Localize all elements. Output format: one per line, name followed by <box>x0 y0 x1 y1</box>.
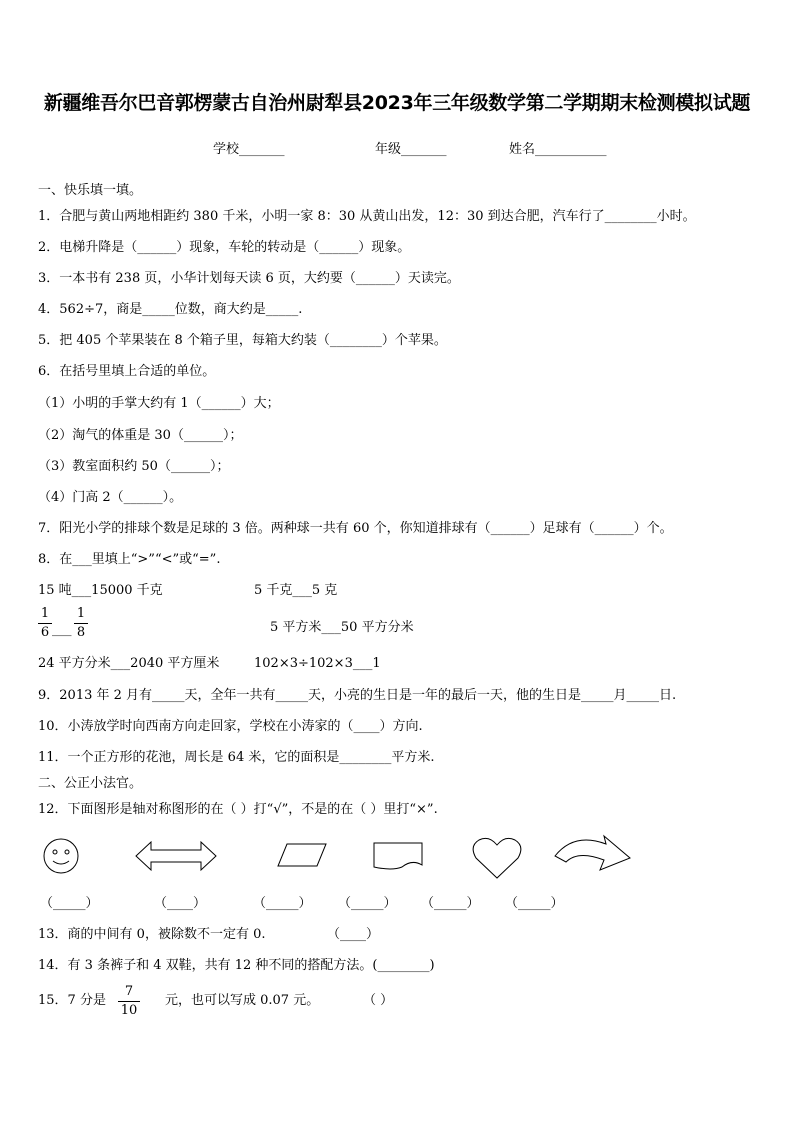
question-4: 4．562÷7，商是_____位数，商大约是_____. <box>38 302 303 317</box>
question-15-suffix: 元，也可以写成 0.07 元。 <box>165 993 320 1008</box>
question-8-a: 15 吨___15000 千克 <box>38 583 163 598</box>
question-11: 11．一个正方形的花池，周长是 64 米，它的面积是________平方米. <box>38 750 435 765</box>
question-8: 8．在___里填上“>”“<”或“=”. <box>38 552 221 567</box>
fraction-seven-tenths <box>118 984 140 1019</box>
answer-blank-3[interactable]: （_____） <box>253 896 312 911</box>
question-1: 1．合肥与黄山两地相距约 380 千米，小明一家 8：30 从黄山出发，12：30 到达合肥，汽车行了________小时。 <box>38 209 696 224</box>
question-7: 7．阳光小学的排球个数是足球的 3 倍。两种球一共有 60 个，你知道排球有（______）足球有（______）个。 <box>38 521 673 536</box>
page-title: 新疆维吾尔巴音郭楞蒙古自治州尉犁县2023年三年级数学第二学期期末检测模拟试题 <box>43 92 751 114</box>
fraction-denominator: 6 <box>40 625 50 640</box>
fraction-numerator: 1 <box>40 606 50 621</box>
question-9: 9．2013 年 2 月有_____天，全年一共有_____天，小亮的生日是一年的最后一天，他的生日是_____月_____日. <box>38 688 677 703</box>
question-12: 12．下面图形是轴对称图形的在（ ）打“√”，不是的在（ ）里打“×”. <box>38 802 438 817</box>
answer-blank-5[interactable]: （_____） <box>421 896 480 911</box>
fraction-denominator: 8 <box>76 625 86 640</box>
fraction-bar <box>118 1001 140 1002</box>
fraction-bar <box>74 623 88 624</box>
double-arrow-icon <box>135 840 217 872</box>
wavy-flag-icon <box>372 841 424 871</box>
question-8-b: 5 千克___5 克 <box>254 583 338 598</box>
question-8-e: 24 平方分米___2040 平方厘米 <box>38 656 220 671</box>
section-2-heading: 二、公正小法官。 <box>38 776 143 791</box>
smiley-face-icon <box>40 838 82 874</box>
fraction-bar <box>38 623 52 624</box>
fraction-one-sixth <box>38 606 52 641</box>
question-2: 2．电梯升降是（______）现象，车轮的转动是（______）现象。 <box>38 240 411 255</box>
question-6: 6．在括号里填上合适的单位。 <box>38 364 216 379</box>
question-13: 13．商的中间有 0，被除数不一定有 0. <box>38 927 266 942</box>
heart-icon <box>471 836 523 880</box>
question-6-4: （4）门高 2（______）。 <box>38 490 183 505</box>
question-14: 14．有 3 条裤子和 4 双鞋，共有 12 种不同的搭配方法。(________) <box>38 958 435 973</box>
fraction-numerator: 1 <box>76 606 86 621</box>
answer-blank-6[interactable]: （_____） <box>505 896 564 911</box>
section-1-heading: 一、快乐填一填。 <box>38 183 143 198</box>
question-6-3: （3）教室面积约 50（______）； <box>38 459 230 474</box>
question-6-2: （2）淘气的体重是 30（______）； <box>38 428 243 443</box>
question-3: 3．一本书有 238 页，小华计划每天读 6 页，大约要（______）天读完。 <box>38 271 460 286</box>
fraction-one-eighth <box>74 606 88 641</box>
parallelogram-icon <box>277 843 327 867</box>
name-field[interactable]: 姓名___________ <box>509 142 607 157</box>
question-15-prefix: 15．7 分是 <box>38 993 106 1008</box>
question-8-d: 5 平方米___50 平方分米 <box>270 620 414 635</box>
curved-arrow-icon <box>554 834 632 874</box>
school-field[interactable]: 学校_______ <box>213 142 285 157</box>
answer-blank-1[interactable]: （_____） <box>40 896 99 911</box>
question-10: 10．小涛放学时向西南方向走回家，学校在小涛家的（____）方向. <box>38 719 423 734</box>
answer-blank-2[interactable]: （____） <box>154 896 207 911</box>
question-15-blank[interactable]: （ ） <box>363 993 394 1008</box>
question-13-blank[interactable]: （____） <box>327 927 380 942</box>
fraction-numerator: 7 <box>124 984 134 999</box>
comparison-blank: ___ <box>52 622 72 637</box>
question-6-1: （1）小明的手掌大约有 1（______）大； <box>38 396 280 411</box>
question-5: 5．把 405 个苹果装在 8 个箱子里，每箱大约装（________）个苹果。 <box>38 333 447 348</box>
fraction-denominator: 10 <box>120 1003 138 1018</box>
grade-field[interactable]: 年级_______ <box>375 142 447 157</box>
answer-blank-4[interactable]: （_____） <box>338 896 397 911</box>
question-8-f: 102×3÷102×3___1 <box>254 656 381 671</box>
